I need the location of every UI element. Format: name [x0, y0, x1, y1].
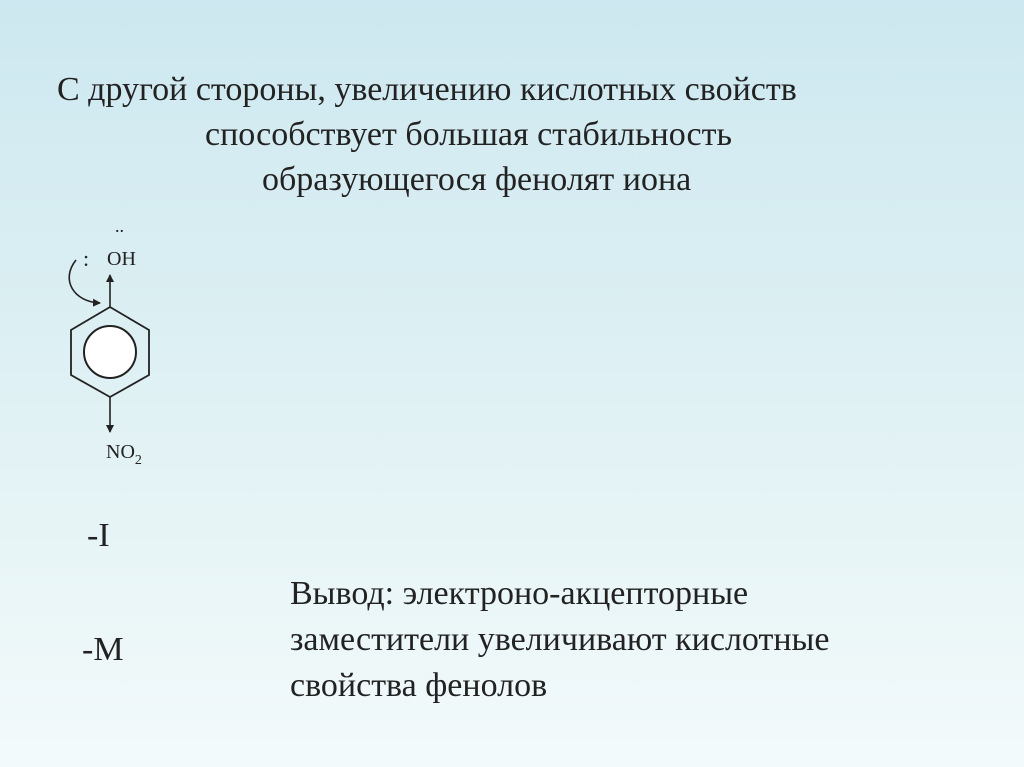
mesomeric-effect-label: -M [82, 631, 124, 668]
title-line-3: образующегося фенолят иона [262, 161, 692, 198]
nitrophenol-structure [40, 210, 200, 480]
aromatic-circle [84, 326, 136, 378]
conclusion-line-3: свойства фенолов [290, 667, 548, 704]
inductive-effect-label: -I [87, 517, 110, 554]
conclusion-line-1: Вывод: электроно-акцепторные [290, 575, 749, 612]
lone-pair-dots: .. [115, 216, 124, 236]
title-line-2: способствует большая стабильность [205, 116, 733, 153]
no2-group-label: $NO_2$ [106, 441, 142, 468]
no2-subscript: 2 [134, 453, 142, 468]
conclusion-line-2: заместители увеличивают кислотные [290, 621, 830, 658]
title-line-1: С другой стороны, увеличению кислотных свойств [57, 71, 797, 108]
lone-pair-colon: : [83, 246, 90, 271]
oh-group-label: OH [107, 248, 136, 270]
